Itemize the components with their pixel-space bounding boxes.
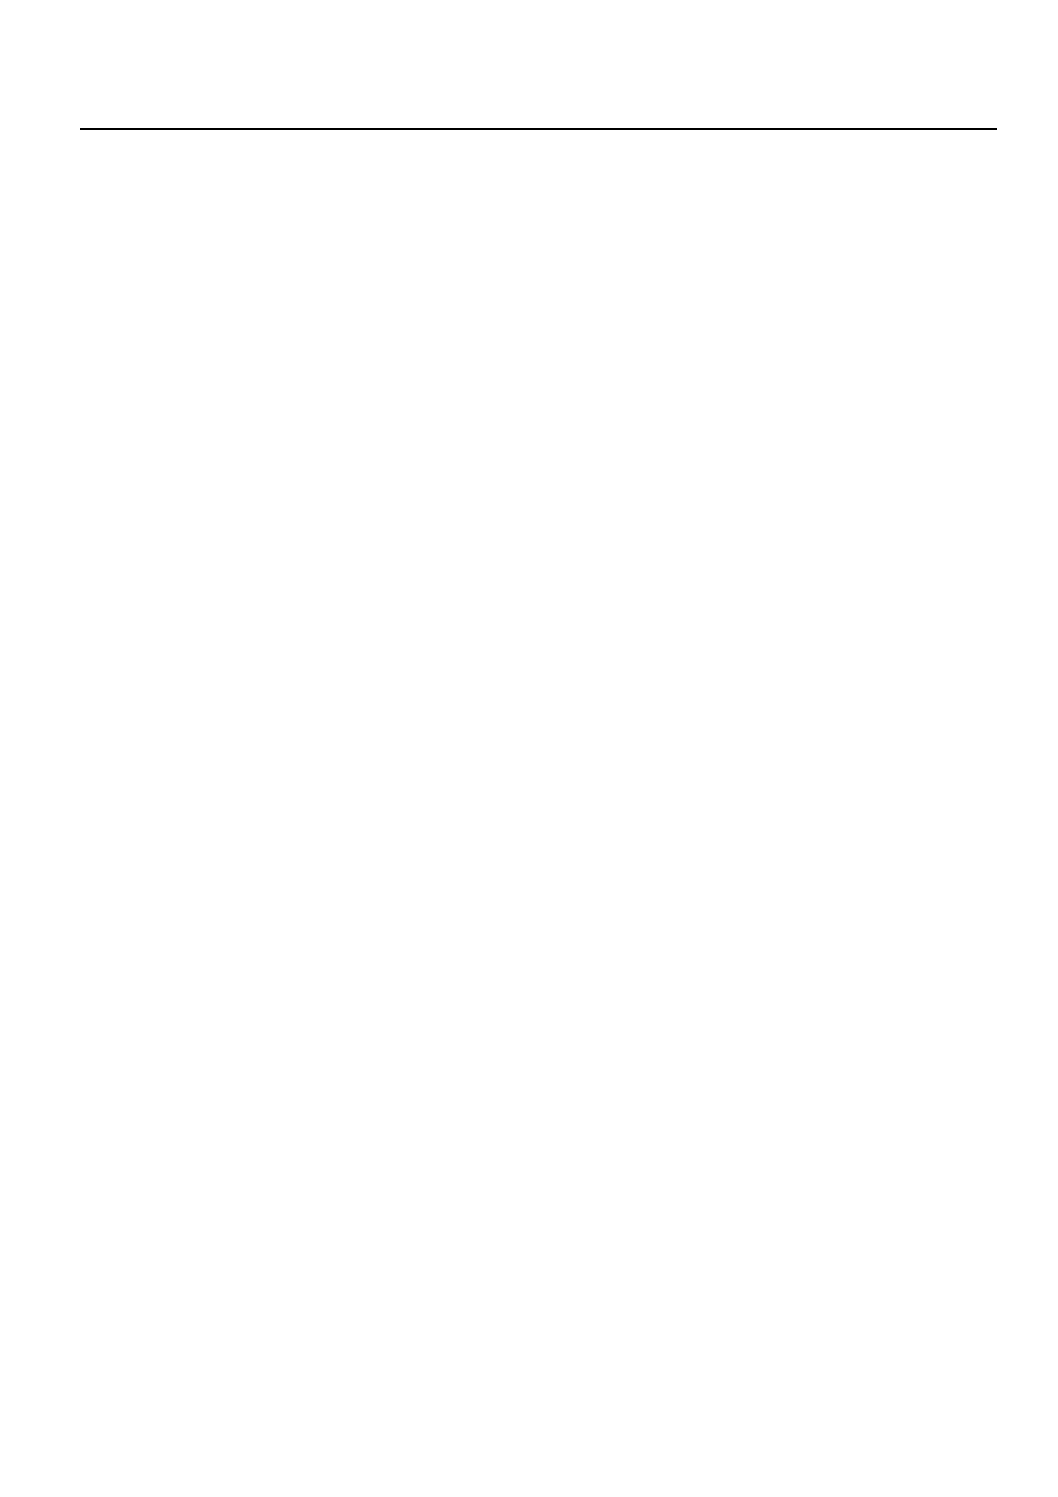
ranking-table bbox=[80, 128, 997, 130]
